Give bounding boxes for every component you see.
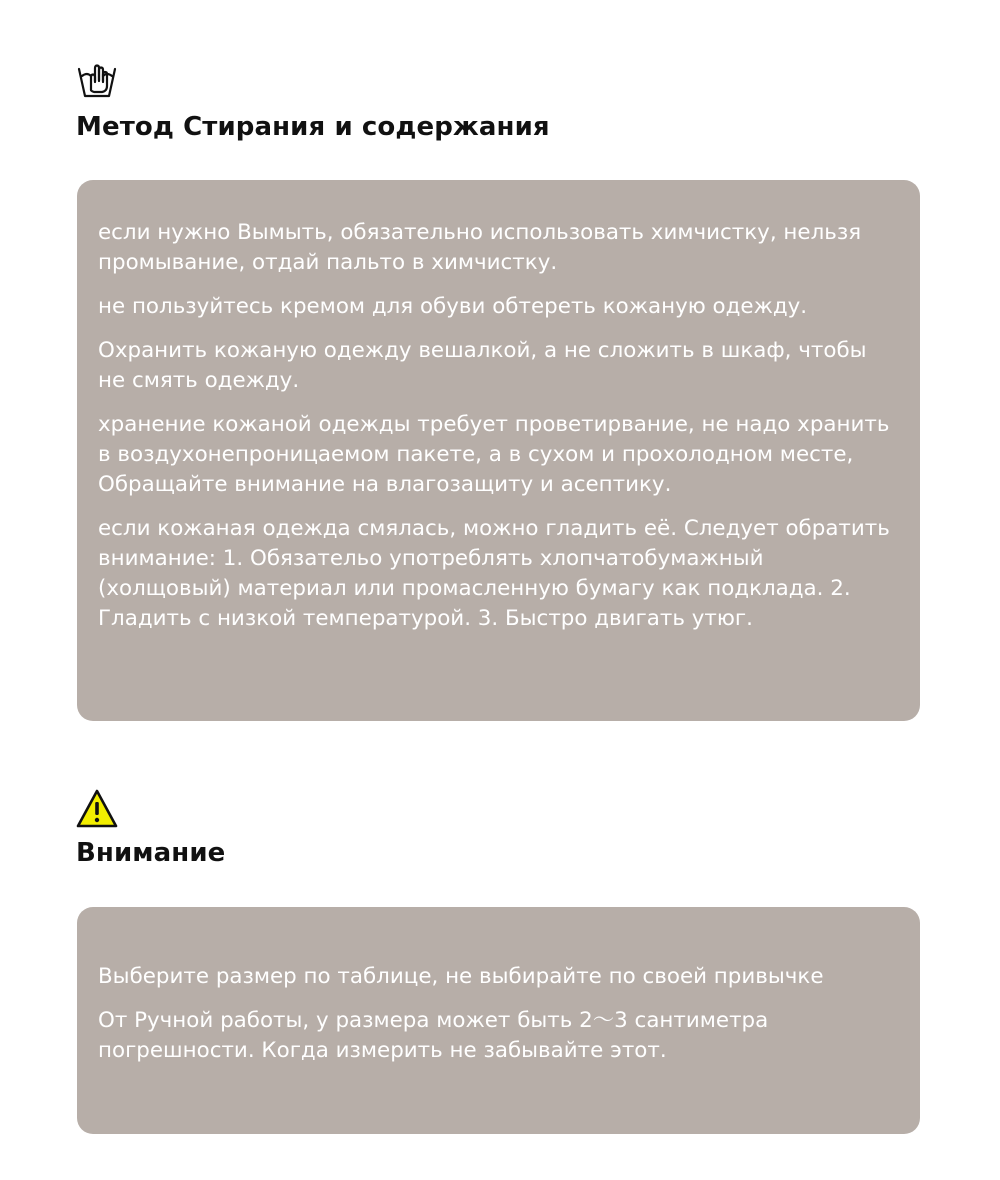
hand-wash-icon: [76, 60, 118, 100]
attention-paragraph: От Ручной работы, у размера может быть 2〜3 сантиметра погрешности. Когда измерить не забывайте этот.: [98, 1008, 769, 1063]
care-paragraph: Охранить кожаную одежду вешалкой, а не сложить в шкаф, чтобы не смять одежду.: [98, 338, 867, 393]
care-instructions-card: [77, 180, 920, 721]
care-paragraph: если кожаная одежда смялась, можно гладить её. Следует обратить внимание: 1. Обязательо употреблять хлопчатобумажный (холщовый) материал или промасленную бумагу как подклада. 2. Гладить с низкой температурой. 3. Быстро двигать утюг.: [98, 516, 890, 631]
care-paragraph: не пользуйтесь кремом для обуви обтереть кожаную одежду.: [98, 294, 808, 319]
care-paragraph: если нужно Вымыть, обязательно использовать химчистку, нельзя промывание, отдай пальто в химчистку.: [98, 220, 862, 275]
warning-icon: [76, 788, 118, 830]
care-section-title: Метод Стирания и содержания: [76, 112, 550, 142]
care-paragraph: хранение кожаной одежды требует проветирвание, не надо хранить в воздухонепроницаемом пакете, а в сухом и прохолодном месте, Обращайте внимание на влагозащиту и асептику.: [98, 412, 890, 497]
attention-paragraph: Выберите размер по таблице, не выбирайте по своей привычке: [98, 964, 824, 989]
attention-notes-card: [77, 907, 920, 1134]
attention-section-title: Внимание: [76, 838, 226, 868]
